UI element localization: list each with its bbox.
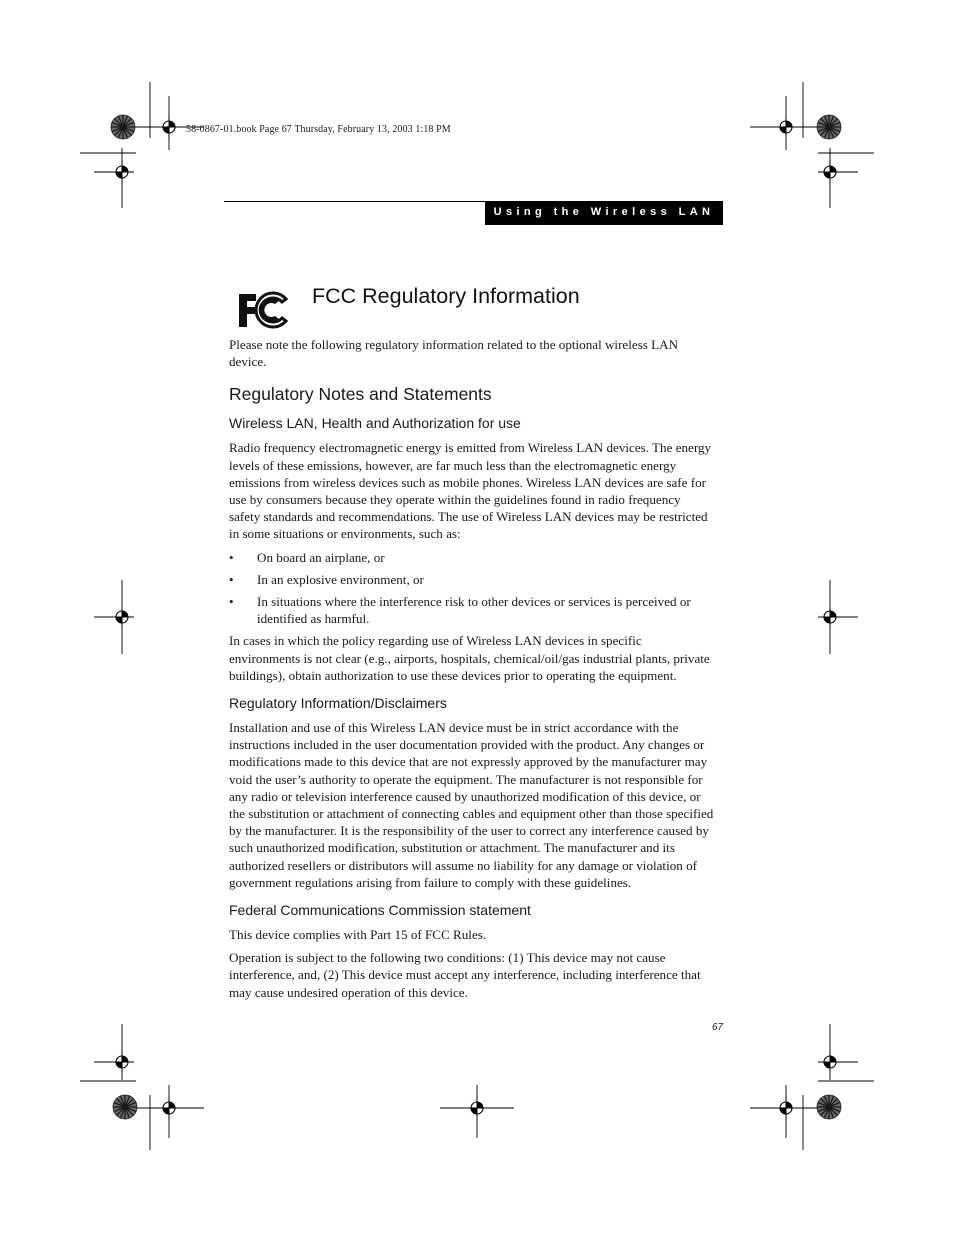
- page-number: 67: [712, 1022, 724, 1033]
- subsection-heading: Federal Communications Commission statement: [229, 902, 531, 919]
- body-paragraph: This device complies with Part 15 of FCC Rules.: [229, 927, 487, 943]
- page-title: FCC Regulatory Information: [312, 284, 580, 308]
- bullet-glyph: •: [229, 549, 234, 565]
- section-tab: Using the Wireless LAN: [485, 201, 723, 225]
- bullet-glyph: •: [229, 571, 234, 587]
- body-paragraph: Operation is subject to the following two conditions: (1) This device may not cause interference, and, (2) This device must accept any interference, including interference that may cause undesired operation of this device.: [229, 950, 701, 1000]
- bullet-list: [229, 549, 714, 628]
- print-header-info: 58-0867-01.book Page 67 Thursday, February 13, 2003 1:18 PM: [186, 124, 451, 135]
- list-item: • In an explosive environment, or: [229, 571, 424, 587]
- subsection-heading: Wireless LAN, Health and Authorization for use: [229, 415, 521, 432]
- page-content: [229, 336, 714, 1001]
- body-paragraph: Installation and use of this Wireless LAN device must be in strict accordance with the instructions included in the user documentation provided with the product. Any changes or modifications made to this device that are not expressly approved by the manufacturer may void the user’s authority to operate the equipment. The manufacturer is not responsible for any radio or television interference caused by unauthorized modification of this device, or the substitution or attachment of connecting cables and equipment other than those specified by the manufacturer. It is the responsibility of the user to correct any interference caused by such unauthorized modification, substitution or attachment. The manufacturer and its authorized resellers or distributors will assume no liability for any damage or violation of government regulations arising from failure to comply with these guidelines.: [229, 720, 714, 890]
- body-paragraph: Radio frequency electromagnetic energy is emitted from Wireless LAN devices. The energy levels of these emissions, however, are far much less than the electromagnetic energy emissions from wireless devices such as mobile phones. Wireless LAN devices are safe for use by consumers because they operate within the guidelines found in radio frequency safety standards and recommendations. The use of Wireless LAN devices may be restricted in some situations or environments, such as:: [229, 440, 712, 542]
- list-item: • In situations where the interference risk to other devices or services is perceived or identified as harmful.: [229, 594, 691, 627]
- intro-paragraph: Please note the following regulatory information related to the optional wireless LAN device.: [229, 337, 679, 370]
- fcc-logo-icon: [236, 290, 288, 330]
- section-heading: Regulatory Notes and Statements: [229, 384, 492, 405]
- subsection-heading: Regulatory Information/Disclaimers: [229, 695, 447, 712]
- body-paragraph: In cases in which the policy regarding use of Wireless LAN devices in specific environments is not clear (e.g., airports, hospitals, chemical/oil/gas industrial plants, private buildings), obtain authorization to use these devices prior to operating the equipment.: [229, 633, 710, 683]
- bullet-glyph: •: [229, 594, 234, 610]
- list-item: • On board an airplane, or: [229, 549, 385, 565]
